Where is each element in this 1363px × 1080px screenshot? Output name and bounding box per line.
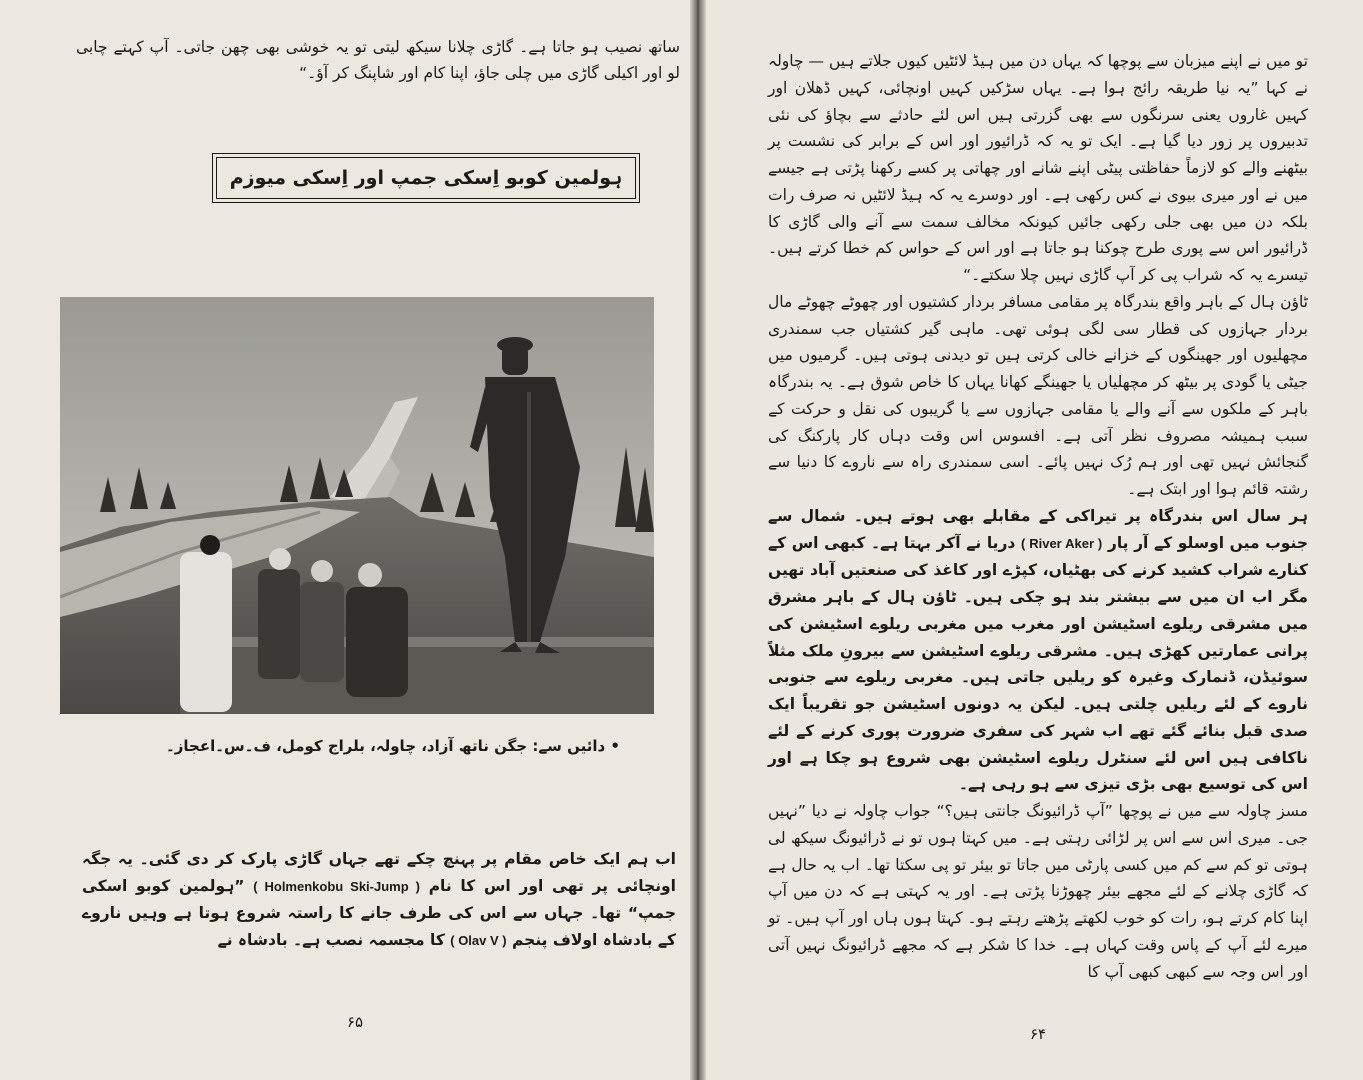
paragraph-text: ساتھ نصیب ہو جاتا ہے۔ گاڑی چلانا سیکھ لیتی تو یہ خوشی بھی چھن جاتی۔ آپ کہتے چابی لو اور اکیلی گاڑی میں چلی جاؤ، اپنا کام اور شاپنگ کر آؤ۔“ [76, 38, 680, 82]
right-page-text [768, 48, 1308, 985]
photo-statue-ski-jump [60, 297, 654, 714]
paragraph-text: مسز چاولہ سے میں نے پوچھا ”آپ ڈرائیونگ جانتی ہیں؟“ جواب چاولہ نے دیا ”نہیں جی۔ میری اس سے اس پر لڑائی رہتی ہے۔ میں کہتا ہوں تو نے ڈرائیونگ سیکھ لی ہوتی تو کم سے کم میں کسی پارٹی میں جاتا تو بیئر تو پی سکتا تھا۔ اب یہ حال ہے کہ گاڑی چلانے کے لئے مجھے بیئر چھوڑنا پڑتی ہے۔ اور یہ کہتی ہے کہ دن میں آپ اپنا کام کرتے ہو، رات کو خوب لکھتے پڑھتے رہتے ہو۔ کہتا ہوں ہاں اور آپ ہیں۔ تو میرے لئے آپ کے پاس وقت کہاں ہے۔ خدا کا شکر ہے کہ مجھے ڈرائیونگ نہیں آتی اور اس وجہ سے کبھی کبھی آپ کا [768, 802, 1308, 981]
page-number: ۶۴ [1030, 1025, 1047, 1043]
photo-caption [115, 733, 620, 760]
section-title: ہولمین کوبو اِسکی جمپ اور اِسکی میوزم [229, 167, 623, 189]
text-part: دریا نے آکر بہتا ہے۔ کبھی اس کے کنارے شراب کشید کرنے کی بھٹیاں، کپڑے اور کاغذ کی صنعتیں آباد تھیں مگر اب ان میں سے بیشتر بند ہو چکی ہیں۔ ٹاؤن ہال کے باہر مشرق میں مشرقی ریلوے اسٹیشن اور مغرب میں مغربی ریلوے اسٹیشن کی پرانی عمارتیں کھڑی ہیں۔ مشرقی ریلوے اسٹیشن سے بیرونِ ملک مثلاً سوئیڈن، ڈنمارک وغیرہ کو ریلیں جاتی ہیں۔ مغربی ریلوے سے جنوبی ناروے کے لئے ریلیں چلتی ہیں۔ لیکن یہ دونوں اسٹیشن جو تقریباً ایک صدی قبل بنائے گئے تھے اب شہر کی سفری ضرورت پوری کرنے کے لئے ناکافی ہیں اس لئے سنٹرل ریلوے اسٹیشن بھی شروع ہو چکا ہے اور اس کی توسیع بھی بڑی تیزی سے ہو رہی ہے۔ [768, 533, 1308, 794]
text-part: کا مجسمہ نصب ہے۔ بادشاہ نے [217, 931, 451, 949]
river-label: ( River Aker ) [1021, 535, 1103, 551]
left-bottom-paragraph [82, 846, 676, 954]
photo-image [60, 297, 654, 714]
paragraph-text: تو میں نے اپنے میزبان سے پوچھا کہ یہاں دن میں ہیڈ لائٹیں کیوں جلاتے ہیں — چاولہ نے کہا ”یہ نیا طریقہ رائج ہوا ہے۔ یہاں سڑکیں کہیں اونچائی، کہیں ڈھلان اور کہیں غاروں یعنی سرنگوں سے بھی گزرتی ہیں اس لئے حادثے سے بچاؤ کی نئی تدبیروں پر زور دیا گیا ہے۔ ایک تو یہ کہ ڈرائیور اور اس کے برابر کی نشست پر بیٹھنے والے کو لازماً حفاظتی پیٹی اپنے شانے اور چھاتی پر کسے رکھنا پڑتی ہے جیسے میں نے اور میری بیوی نے کس رکھی ہے۔ اور دوسرے یہ کہ ہیڈ لائٹیں نہ صرف رات بلکہ دن میں بھی جلی رکھی جائیں کیونکہ مخالف سمت سے آنے والی گاڑی کا ڈرائیور اس سے پوری طرح چوکنا ہو جاتا ہے اور اس کے حواس کم خطا کرتے ہیں۔ تیسرے یہ کہ شراب پی کر آپ گاڑی نہیں چلا سکتے۔“ [768, 52, 1308, 284]
latin-label: ( Holmenkobu Ski-Jump ) [253, 879, 420, 894]
book-gutter [690, 0, 706, 1080]
text-part: ہر سال اس بندرگاہ پر تیراکی کے مقابلے بھی ہوتے ہیں۔ شمال سے جنوب میں اوسلو کے آر پار [768, 506, 1308, 552]
text-part: ”ہولمین کوبو اسکی جمپ“ تھا۔ جہاں سے اس کی طرف جانے کا راستہ شروع ہوتا ہے وہیں ناروے کے بادشاہ اولاف پنجم [82, 877, 676, 949]
paragraph-text [768, 503, 1308, 798]
left-top-paragraph [76, 34, 680, 86]
page-number: ۶۵ [347, 1013, 364, 1031]
section-title-box [212, 153, 640, 203]
caption-text: • دائیں سے: جگن ناتھ آزاد، چاولہ، بلراج کومل، ف۔س۔اعجاز۔ [165, 737, 620, 755]
text-part: اب ہم ایک خاص مقام پر پہنچ چکے تھے جہاں گاڑی پارک کر دی گئی۔ یہ جگہ اونچائی پر تھی اور اس کا نام [82, 850, 676, 895]
section-title-frame [216, 157, 636, 199]
paragraph-text [82, 846, 676, 954]
latin-label: ( Olav V ) [450, 933, 507, 948]
paragraph-text: ٹاؤن ہال کے باہر واقع بندرگاہ پر مقامی مسافر بردار کشتیوں اور چھوٹے چھوٹے مال بردار جہازوں کی قطار سی لگی ہوئی تھی۔ ماہی گیر کشتیاں جب سمندری مچھلیوں اور جھینگوں کے خزانے خالی کرتی ہیں تو دیدنی ہوتی ہیں۔ گرمیوں میں جیٹی یا گودی پر بیٹھ کر مچھلیاں یا جھینگے کھانا یہاں کا خاص شوق ہے۔ یہ بندرگاہ باہر کے ملکوں سے آنے والے یا مقامی جہازوں سے یا گریبوں کی نقل و حرکت کے سبب ہمیشہ مصروف نظر آتی ہے۔ افسوس اس وقت دہاں کار پارکنگ کی گنجائش نہیں تھی اور ہم رُک نہیں پائے۔ اسی سمندری راہ سے ناروے کا دنیا سے رشتہ قائم ہوا اور ابتک ہے۔ [768, 292, 1308, 498]
